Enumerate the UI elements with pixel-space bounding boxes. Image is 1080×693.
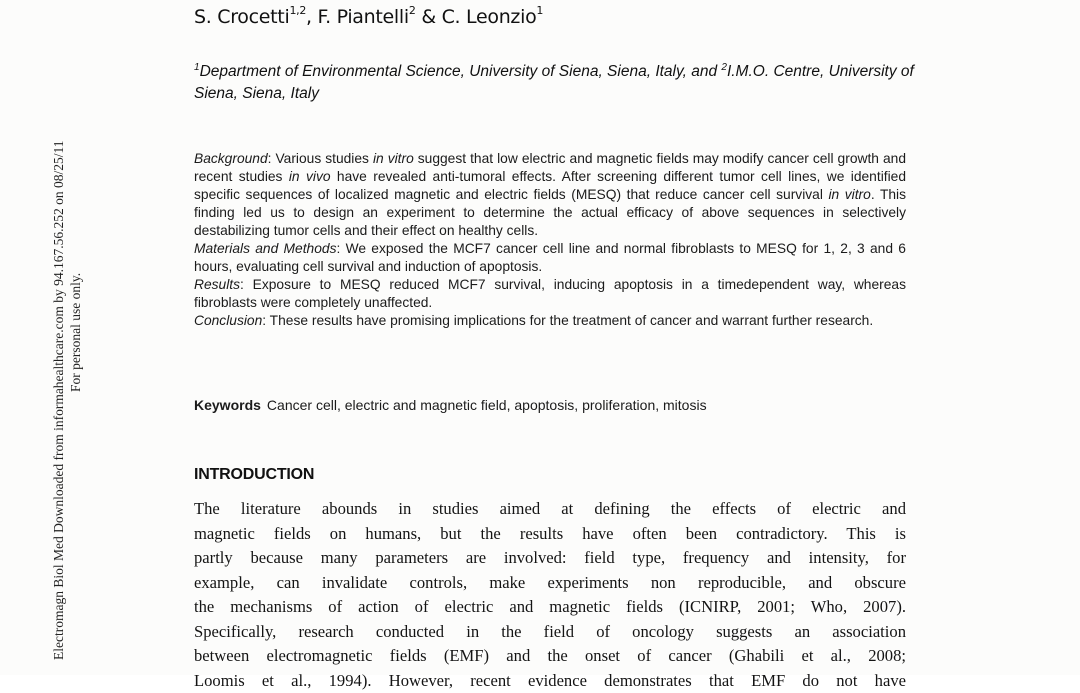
body-line: magnetic fields on humans, but the results have often been contradictory. This is bbox=[194, 522, 906, 547]
affiliation-text: I.M.O. Centre, University of Siena, Siena, Italy bbox=[194, 63, 914, 102]
body-line: The literature abounds in studies aimed at defining the effects of electric and bbox=[194, 497, 906, 522]
keywords-text: Cancer cell, electric and magnetic field, apoptosis, proliferation, mitosis bbox=[267, 397, 707, 413]
body-line: example, can invalidate controls, make experiments non reproducible, and obscure bbox=[194, 571, 906, 596]
introduction-body bbox=[194, 497, 906, 693]
abstract-text: . This finding led us to design an experiment to determine the actual efficacy of above sequences in selectively destabilizing tumor cells and their effect on healthy cells. bbox=[194, 187, 906, 238]
section-label: Materials and Methods bbox=[194, 241, 336, 256]
keywords bbox=[194, 397, 906, 413]
author-separator: , bbox=[306, 6, 317, 28]
abstract-text: : We exposed the MCF7 cancer cell line and normal fibroblasts to MESQ for 1, 2, 3 and 6 hours, evaluating cell survival and induction of apoptosis. bbox=[194, 241, 906, 274]
abstract-methods bbox=[194, 240, 906, 276]
abstract-italic: in vitro bbox=[373, 151, 414, 166]
section-label: Results bbox=[194, 277, 240, 292]
abstract-text: : These results have promising implications for the treatment of cancer and warrant further research. bbox=[262, 313, 873, 328]
download-notice-line2: For personal use only. bbox=[67, 140, 84, 660]
author-name: S. Crocetti bbox=[194, 6, 289, 28]
abstract-conclusion bbox=[194, 312, 906, 330]
abstract-results bbox=[194, 276, 906, 312]
author-affiliation-mark: 1 bbox=[536, 4, 543, 17]
affiliation-mark: 2 bbox=[721, 62, 727, 73]
affiliations bbox=[194, 57, 914, 105]
abstract-background bbox=[194, 150, 906, 240]
body-line: Loomis et al., 1994). However, recent evidence demonstrates that EMF do not have bbox=[194, 669, 906, 693]
abstract-italic: in vitro bbox=[828, 187, 870, 202]
author-name: F. Piantelli bbox=[318, 6, 409, 28]
keywords-label: Keywords bbox=[194, 397, 261, 413]
body-line: the mechanisms of action of electric and magnetic fields (ICNIRP, 2001; Who, 2007). bbox=[194, 595, 906, 620]
author-list bbox=[194, 4, 543, 28]
author-affiliation-mark: 2 bbox=[409, 4, 416, 17]
abstract-text: : Exposure to MESQ reduced MCF7 survival, inducing apoptosis in a timedependent way, whereas fibroblasts were completely unaffected. bbox=[194, 277, 906, 310]
section-heading-introduction: INTRODUCTION bbox=[194, 466, 314, 484]
abstract-text: : Various studies bbox=[268, 151, 373, 166]
author-separator: & bbox=[416, 6, 442, 28]
abstract bbox=[194, 150, 906, 330]
abstract-text: have revealed anti-tumoral effects. After screening different tumor cell lines, we identified specific sequences of localized magnetic and electric fields (MESQ) that reduce cancer cell survival bbox=[194, 169, 906, 202]
abstract-text: suggest that low electric and magnetic fields may modify cancer cell growth and recent studies bbox=[194, 151, 906, 184]
section-label: Background bbox=[194, 151, 268, 166]
download-notice-line1: Electromagn Biol Med Downloaded from informahealthcare.com by 94.167.56.252 on 08/25/11 bbox=[51, 140, 66, 660]
section-label: Conclusion bbox=[194, 313, 262, 328]
body-line: between electromagnetic fields (EMF) and the onset of cancer (Ghabili et al., 2008; bbox=[194, 644, 906, 669]
body-line: Specifically, research conducted in the field of oncology suggests an association bbox=[194, 620, 906, 645]
download-notice bbox=[50, 140, 84, 660]
affiliation-text: Department of Environmental Science, University of Siena, Siena, Italy, and bbox=[200, 63, 722, 80]
author-affiliation-mark: 1,2 bbox=[289, 4, 306, 17]
author-name: C. Leonzio bbox=[442, 6, 537, 28]
body-line: partly because many parameters are involved: field type, frequency and intensity, for bbox=[194, 546, 906, 571]
affiliation-mark: 1 bbox=[194, 62, 200, 73]
abstract-italic: in vivo bbox=[289, 169, 331, 184]
